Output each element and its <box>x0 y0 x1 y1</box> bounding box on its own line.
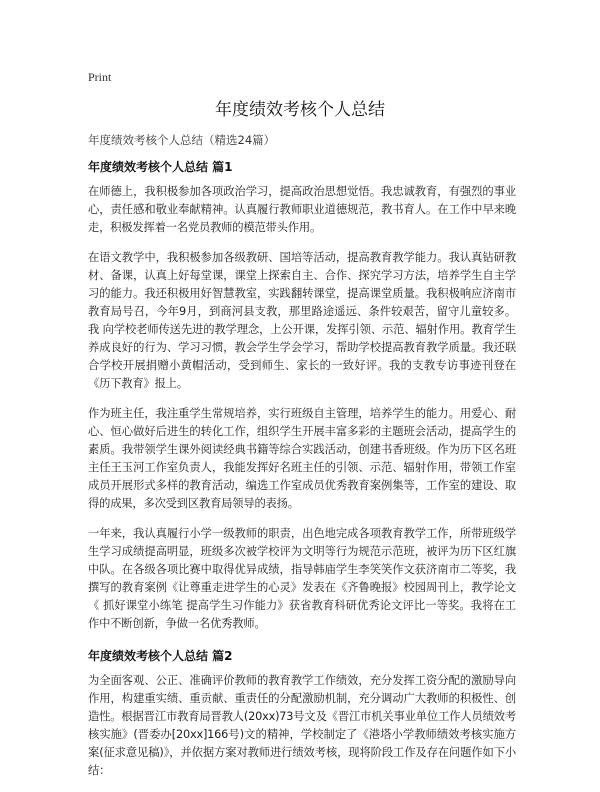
page-subtitle: 年度绩效考核个人总结（精选24篇） <box>88 133 276 147</box>
article-body <box>88 158 516 792</box>
paragraph: 作为班主任，我注重学生常规培养，实行班级自主管理，培养学生的能力。用爱心、耐心、恒心做好后进生的转化工作，组织学生开展丰富多彩的主题班会活动，提高学生的素质。我带领学生课外阅读经典书籍等综合实践活动，创建书香班级。作为历下区名班主任王玉河工作室负责人，我能发挥好名班主任的引领、示范、辐射作用，带领工作室成员开展形式多样的教育活动，编选工作室成员优秀教育案例集等，工作室的建设、取得的成果，多次受到区教育局领导的表扬。 <box>88 407 516 510</box>
paragraph: 一年来，我认真履行小学一级教师的职责，出色地完成各项教育教学工作，所带班级学生学习成绩提高明显，班级多次被学校评为文明等行为规范示范班，被评为历下区红旗中队。在各级各项比赛中取得优异成绩，指导韩庙学生李笑笑作文获济南市二等奖，我撰写的教育案例《让尊重走进学生的心灵》发表在《齐鲁晚报》校园周刊上，教学论文《 抓好课堂小练笔 提高学生习作能力》获省教育科研优秀论文评比一等奖。我将在工作中不断创新，争做一名优秀教师。 <box>88 527 516 630</box>
paragraph: 在师德上，我积极参加各项政治学习，提高政治思想觉悟。我忠诚教育，有强烈的事业心，责任感和敬业奉献精神。认真履行教师职业道德规范，教书育人。在工作中早来晚走，积极发挥着一名党员教师的模范带头作用。 <box>88 185 516 234</box>
section-heading: 年度绩效考核个人总结 篇2 <box>88 649 233 663</box>
page-title: 年度绩效考核个人总结 <box>215 100 385 120</box>
print-label[interactable]: Print <box>88 70 112 84</box>
section-heading: 年度绩效考核个人总结 篇1 <box>88 160 233 174</box>
paragraph: 为全面客观、公正、准确评价教师的教育教学工作绩效，充分发挥工资分配的激励导向作用，构建重实绩、重贡献、重责任的分配激励机制，充分调动广大教师的积极性、创造性。根据晋江市教育局晋教人(20xx)73号文及《晋江市机关事业单位工作人员绩效考核实施》(晋委办[20xx]166号)文的精神，学校制定了《港塔小学教师绩效考核实施方案(征求意见稿)》，并依据方案对教师进行绩效考核，现将阶段工作及存在问题作如下小结： <box>88 674 516 777</box>
paragraph: 在语文教学中，我积极参加各级教研、国培等活动，提高教育教学能力。我认真钻研教材、备课，认真上好每堂课，课堂上探索自主、合作、探究学习方法，培养学生自主学习的能力。我还积极用好智慧教室，实践翻转课堂，提高课堂质量。我积极响应济南市教育局号召，今年9月，到商河县支教，那里路途遥远、条件较艰苦，留守儿童较多。我 向学校老师传送先进的教学理念，上公开课，发挥引领、示范、辐射作用。教育学生养成良好的行为、学习习惯，教会学生学会学习，帮助学校提高教育教学质量。我还联合学校开展捐赠小黄帽活动，受到师生、家长的一致好评。我的支教专访事迹刊登在《历下教育》报上。 <box>88 251 516 390</box>
